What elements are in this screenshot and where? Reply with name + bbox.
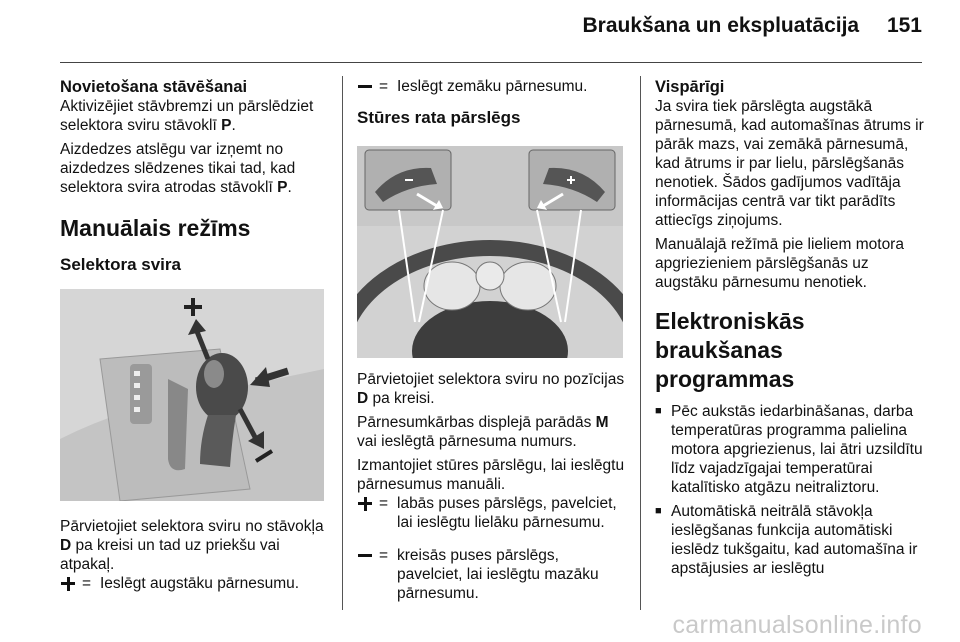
paragraph-parking-2: Aizdedzes atslēgu var izņemt no aizdedzes slēdzenes tikai tad, kad selektora svira atrodas stāvoklī P. xyxy=(60,141,296,196)
column-divider-2 xyxy=(640,76,641,610)
plus-icon xyxy=(60,574,82,593)
section-title: Braukšana un ekspluatācija xyxy=(582,14,860,37)
selector-lever-illustration xyxy=(60,289,324,501)
paragraph-general-2: Manuālajā režīmā pie lieliem motora apgriezieniem pārslēgšanās uz augstāku pārnesumu nenotiek. xyxy=(655,236,904,291)
column-1 xyxy=(60,77,328,593)
plus-icon xyxy=(357,494,379,532)
paragraph-parking-1: Aktivizējiet stāvbremzi un pārslēdziet selektora sviru stāvoklī P. xyxy=(60,98,314,134)
minus-icon xyxy=(357,77,379,96)
heading-selector-lever: Selektora svira xyxy=(60,255,181,274)
column-divider-1 xyxy=(342,76,343,610)
legend-downshift: = Ieslēgt zemāku pārnesumu. xyxy=(357,77,625,96)
header-rule xyxy=(60,62,922,63)
watermark: carmanualsonline.info xyxy=(672,611,922,639)
paragraph-general-1: Ja svira tiek pārslēgta augstākā pārnesumā, kad automašīnas ātrums ir pārāk mazs, vai zemākā pārnesumā, kad ātrums ir par lielu, pārslēgšanās nenotiek. Šādos gadījumos vadītāja informācijas centrā var tikt parādīts attiecīgs ziņojums. xyxy=(655,98,924,229)
list-item: ■ Automātiskā neitrālā stāvokļa ieslēgšanas funkcija automātiski ieslēdz tukšgaitu, kad automašīna ir apstājusies ar ieslēgtu xyxy=(655,503,918,577)
legend-upshift: = Ieslēgt augstāku pārnesumu. xyxy=(60,574,328,593)
heading-steering-shift: Stūres rata pārslēgs xyxy=(357,108,521,127)
bullet-square-icon: ■ xyxy=(655,405,662,417)
legend-right-paddle: = labās puses pārslēgs, pavelciet, lai ieslēgtu lielāku pārnesumu. xyxy=(357,494,625,532)
paragraph-use-paddles: Izmantojiet stūres pārslēgu, lai ieslēgtu pārnesumus manuāli. xyxy=(357,457,625,493)
heading-general: Vispārīgi xyxy=(655,78,725,96)
paragraph-display: Pārnesumkārbas displejā parādās M vai ieslēgtā pārnesuma numurs. xyxy=(357,414,609,450)
list-item: ■ Pēc aukstās iedarbināšanas, darba temperatūras programma palielina motora apgriezienus, lai ātri uzsildītu līdz vajadzīgajai temperatūrai katalītisko atgāzu neitraliztoru. xyxy=(655,403,923,496)
minus-icon xyxy=(357,546,379,603)
heading-parking: Novietošana stāvēšanai xyxy=(60,78,248,96)
column-3 xyxy=(655,77,925,578)
steering-wheel-paddles-illustration xyxy=(357,146,623,358)
column-2 xyxy=(357,77,625,603)
paragraph-move-lever: Pārvietojiet selektora sviru no pozīcijas D pa kreisi. xyxy=(357,371,625,407)
heading-electronic-programs: Elektroniskās braukšanas programmas xyxy=(655,308,805,392)
bullet-square-icon: ■ xyxy=(655,505,662,517)
page-header xyxy=(582,14,922,38)
heading-manual-mode: Manuālais režīms xyxy=(60,215,251,241)
page-number: 151 xyxy=(886,14,922,37)
paragraph-lever-instruction: Pārvietojiet selektora sviru no stāvokļa D pa kreisi un tad uz priekšu vai atpakaļ. xyxy=(60,518,324,573)
legend-left-paddle: = kreisās puses pārslēgs, pavelciet, lai ieslēgtu mazāku pārnesumu. xyxy=(357,546,625,603)
